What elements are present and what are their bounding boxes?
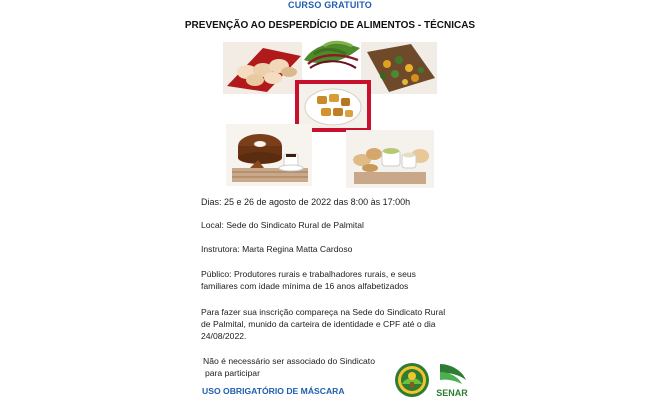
bread-plate-photo	[223, 42, 303, 94]
audience-line-2: familiares com idade mínima de 16 anos alfabetizados	[201, 281, 409, 291]
bundt-cake-coffee-photo	[226, 124, 312, 186]
vegetable-stirfry-photo	[361, 42, 437, 94]
page-title: PREVENÇÃO AO DESPERDÍCIO DE ALIMENTOS - TÉCNICAS	[184, 20, 476, 31]
signup-line-1: Para fazer sua inscrição compareça na Sede do Sindicato Rural	[201, 307, 446, 317]
course-instructor: Instrutora: Marta Regina Matta Cardoso	[201, 244, 353, 254]
signup-line-2: de Palmital, munido da carteira de identidade e CPF até o dia	[201, 319, 436, 329]
mask-notice: USO OBRIGATÓRIO DE MÁSCARA	[202, 386, 345, 396]
course-tag: CURSO GRATUITO	[288, 0, 372, 10]
course-location: Local: Sede do Sindicato Rural de Palmital	[201, 220, 364, 230]
membership-line-1: Não é necessário ser associado do Sindicato	[203, 356, 375, 366]
signup-instructions	[201, 306, 445, 342]
course-dates: Dias: 25 e 26 de agosto de 2022 das 8:00 às 17:00h	[201, 197, 411, 207]
dips-and-breads-photo	[346, 130, 434, 188]
membership-note	[203, 355, 375, 379]
leafy-greens-photo	[302, 38, 362, 78]
senar-logo	[432, 360, 472, 400]
membership-line-2: para participar	[205, 368, 260, 378]
senar-text: SENAR	[436, 388, 468, 398]
target-audience	[201, 268, 416, 292]
union-seal-logo	[394, 362, 430, 398]
audience-line-1: Público: Produtores rurais e trabalhadores rurais, e seus	[201, 269, 416, 279]
signup-line-3: 24/08/2022.	[201, 331, 247, 341]
